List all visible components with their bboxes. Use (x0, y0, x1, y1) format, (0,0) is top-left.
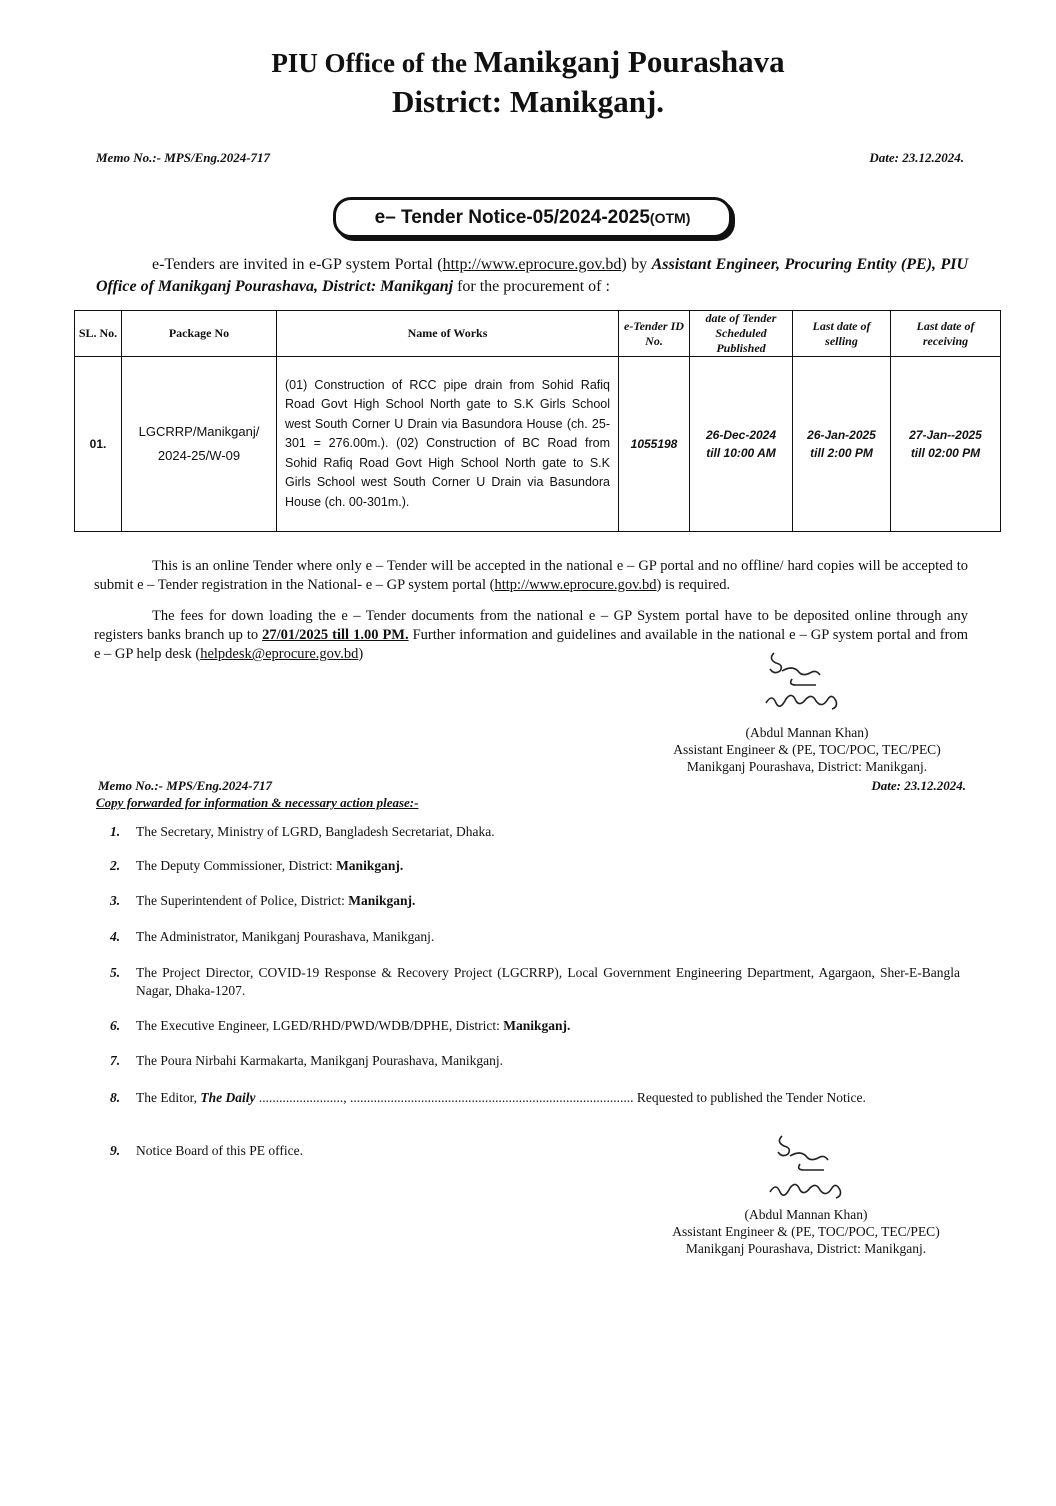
online-tender-paragraph (94, 557, 968, 595)
recipient-district: Manikganj. (336, 858, 404, 873)
signatory-office: Manikganj Pourashava, District: Manikganj. (686, 759, 928, 774)
newspaper-name: The Daily (200, 1090, 256, 1105)
recipient-text: Notice Board of this PE office. (136, 1143, 303, 1158)
memo-date-copy: Date: 23.12.2024. (871, 778, 966, 793)
recipient-text: The Administrator, Manikganj Pourashava, Manikganj. (136, 929, 435, 944)
recipient-district: Manikganj. (503, 1018, 571, 1033)
handwritten-signature-icon (756, 1130, 886, 1206)
notice-title: e– Tender Notice-05/2024-2025 (374, 207, 650, 228)
signatory-office: Manikganj Pourashava, District: Manikganj. (685, 1241, 927, 1256)
recipient-text: The Secretary, Ministry of LGRD, Bangladesh Secretariat, Dhaka. (136, 824, 495, 839)
cell-tender-id: 1055198 (619, 357, 690, 532)
handwritten-signature-icon (752, 645, 882, 715)
memo-number-copy: Memo No.:- MPS/Eng.2024-717 (98, 778, 273, 793)
tender-notice-banner (333, 197, 732, 238)
recipient-number: 7. (110, 1053, 121, 1068)
paragraph-text: ) is required. (656, 577, 731, 593)
header-sl: SL. No. (75, 311, 122, 357)
intro-text: for the procurement of : (453, 278, 610, 295)
eprocure-link[interactable]: http://www.eprocure.gov.bd (494, 577, 657, 593)
recipient-item (110, 964, 960, 1000)
recipient-text: The Project Director, COVID-19 Response & Recovery Project (LGCRRP), Local Government Engineering Department, Agargaon, Sher-E-Bangla Nagar, Dhaka-1207. (136, 965, 960, 998)
header-package: Package No (122, 311, 277, 357)
receiving-time: till 02:00 PM (910, 446, 981, 460)
paragraph-text: This is an online Tender where only e – Tender will be accepted in the national e – GP portal and no offline/ hard copies will be accepted to submit e – Tender registration in the National- e – GP system portal ( (94, 558, 968, 593)
recipient-number: 1. (110, 824, 121, 839)
recipient-text: The Deputy Commissioner, District: (136, 858, 337, 873)
recipient-text: The Poura Nirbahi Karmakarta, Manikganj Pourashava, Manikganj. (136, 1053, 504, 1068)
header-receiving: Last date of receiving (891, 311, 1001, 357)
selling-date: 26-Jan-2025 (807, 428, 876, 442)
recipient-number: 2. (110, 858, 121, 873)
recipient-text: The Executive Engineer, LGED/RHD/PWD/WDB/DPHE, District: (136, 1018, 504, 1033)
signatory-block-2 (656, 1206, 956, 1257)
signatory-designation: Assistant Engineer & (PE, TOC/POC, TEC/PEC) (673, 742, 941, 757)
recipient-number: 6. (110, 1018, 121, 1033)
signatory-name: (Abdul Mannan Khan) (745, 725, 869, 740)
cell-receiving (891, 357, 1001, 532)
recipient-item (110, 928, 960, 946)
recipient-district: Manikganj. (348, 893, 416, 908)
package-line: 2024-25/W-09 (157, 448, 241, 463)
memo-number: Memo No.:- MPS/Eng.2024-717 (96, 150, 271, 165)
recipient-item (110, 1017, 960, 1035)
signature-1 (752, 645, 882, 715)
cell-selling (793, 357, 891, 532)
signature-2 (756, 1130, 886, 1206)
published-time: till 10:00 AM (706, 446, 776, 460)
notice-suffix: (OTM) (649, 210, 691, 226)
recipient-item (110, 823, 960, 841)
header-selling: Last date of selling (793, 311, 891, 357)
cell-published (690, 357, 793, 532)
fee-deadline: 27/01/2025 till 1.00 PM. (262, 627, 409, 643)
selling-time: till 2:00 PM (810, 446, 873, 460)
district-title: District: Manikganj. (391, 84, 665, 119)
signatory-block-1 (652, 724, 962, 775)
paragraph-text: Further information and guidelines and available in the national e – GP system portal and from e – GP help desk ( (94, 627, 968, 662)
memo-date: Date: 23.12.2024. (869, 150, 964, 165)
header-works: Name of Works (277, 311, 619, 357)
signatory-designation: Assistant Engineer & (PE, TOC/POC, TEC/PEC) (672, 1224, 940, 1239)
published-date: 26-Dec-2024 (705, 428, 777, 442)
cell-sl: 01. (75, 357, 122, 532)
tender-table (74, 310, 1001, 532)
paragraph-text: ) (358, 646, 364, 662)
title-prefix: PIU Office of the (271, 48, 467, 78)
recipient-number: 3. (110, 893, 121, 908)
copy-forwarded-heading: Copy forwarded for information & necessary action please:- (96, 795, 419, 810)
recipient-item (110, 857, 960, 875)
office-title (0, 44, 1056, 80)
procuring-entity: Assistant Engineer, Procuring Entity (PE), PIU Office of Manikganj Pourashava, District: Manikganj (96, 256, 969, 295)
signatory-name: (Abdul Mannan Khan) (744, 1207, 868, 1222)
recipient-item (110, 892, 960, 910)
recipient-number: 9. (110, 1143, 121, 1158)
recipient-item (110, 1052, 960, 1070)
recipient-number: 4. (110, 929, 121, 944)
cell-package (122, 357, 277, 532)
recipient-item (110, 1089, 960, 1107)
recipient-text: ........................., .................................................................................... Requested to published the Tender Notice. (255, 1090, 866, 1105)
package-line: LGCRRP/Manikganj/ (138, 424, 260, 439)
recipient-text: The Editor, (136, 1090, 201, 1105)
recipient-number: 8. (110, 1090, 121, 1105)
recipient-text: The Superintendent of Police, District: (136, 893, 349, 908)
intro-text: e-Tenders are invited in e-GP system Portal ( (152, 256, 443, 273)
intro-paragraph (96, 254, 968, 298)
recipient-number: 5. (110, 965, 121, 980)
paragraph-text: The fees for down loading the e – Tender documents from the national e – GP System portal have to be deposited online through any registers banks branch up to (94, 608, 968, 643)
cell-works: (01) Construction of RCC pipe drain from Sohid Rafiq Road Govt High School North gate to S.K Girls School west South Corner U Drain via Basundora House (ch. 25-301 = 276.00m.). (02) Construction of BC Road from Sohid Rafiq Road Govt High School North gate to S.K Girls School west South Corner U Drain via Basundora House (ch. 00-301m.). (277, 357, 619, 532)
intro-text: ) by (621, 256, 652, 273)
table-header-row (75, 311, 1001, 357)
header-published: date of Tender Scheduled Published (690, 311, 793, 357)
title-office-name: Manikganj Pourashava (473, 44, 785, 79)
header-tender-id: e-Tender ID No. (619, 311, 690, 357)
table-row (75, 357, 1001, 532)
receiving-date: 27-Jan--2025 (909, 428, 982, 442)
eprocure-link[interactable]: http://www.eprocure.gov.bd (442, 256, 622, 273)
helpdesk-email-link[interactable]: helpdesk@eprocure.gov.bd (200, 646, 359, 662)
